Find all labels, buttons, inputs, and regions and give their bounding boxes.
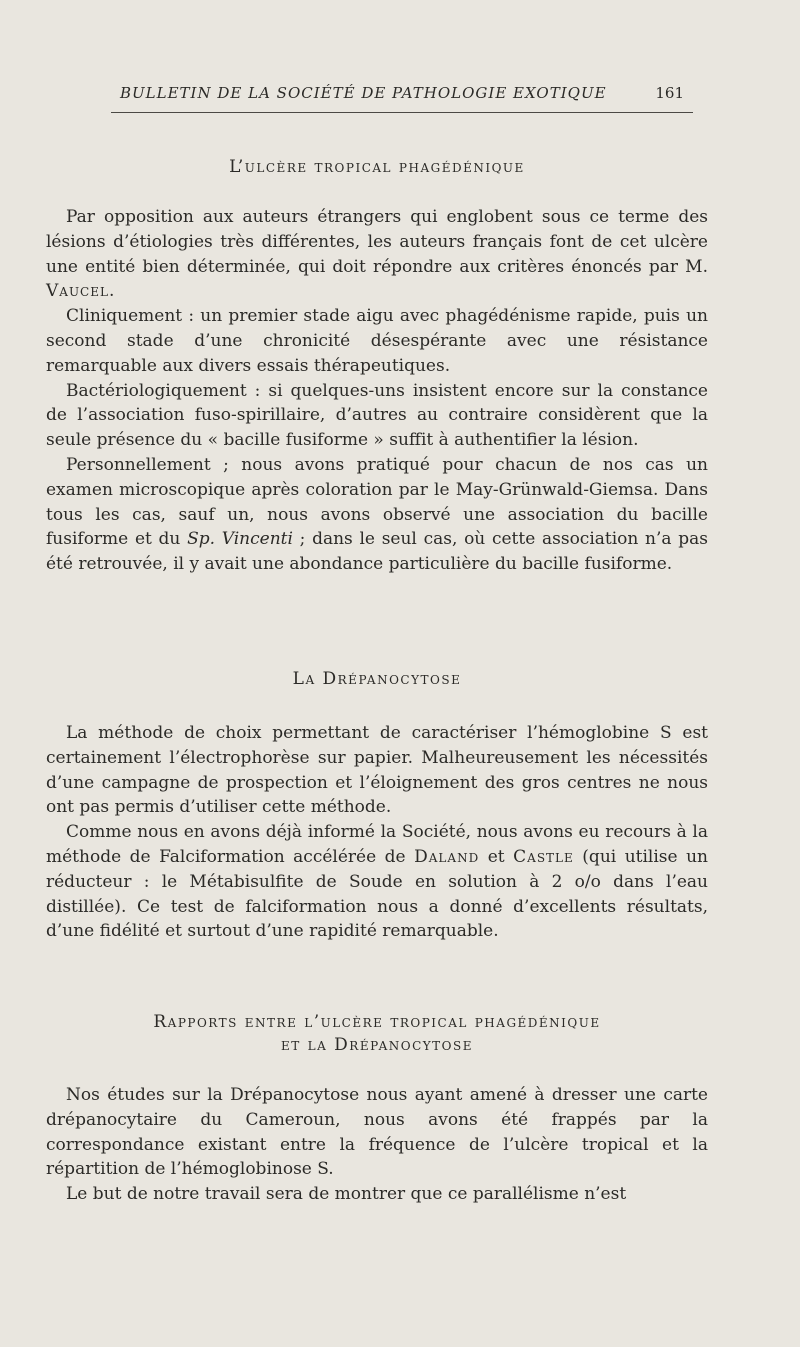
section-drepanocytose-body xyxy=(46,721,708,944)
paragraph: La méthode de choix permettant de caractériser l’hémoglobine S est certainement l’électrophorèse sur papier. Malheureusement les nécessités d’une campagne de prospection et l’éloignement des gros centres ne nous ont pas permis d’utiliser cette méthode. xyxy=(46,723,708,818)
paragraph: Nos études sur la Drépanocytose nous ayant amené à dresser une carte drépanocytaire du Cameroun, nous avons été frappés par la correspondance existant entre la fréquence de l’ulcère tropical et la répartition de l’hémoglobinose S. xyxy=(46,1085,708,1180)
running-title: BULLETIN DE LA SOCIÉTÉ DE PATHOLOGIE EXOTIQUE xyxy=(120,84,607,102)
paragraph: Comme nous en avons déjà informé la Société, nous avons eu recours à la méthode de Falciformation accélérée de Daland et Castle (qui utilise un réducteur : le Métabisulfite de Soude en solution à 2 o/o dans l’eau distillée). Ce test de falciformation nous a donné d’excellents résultats, d’une fidélité et surtout d’une rapidité remarquable. xyxy=(46,822,709,942)
paragraph: Par opposition aux auteurs étrangers qui englobent sous ce terme des lésions d’étiologies très différentes, les auteurs français font de cet ulcère une entité bien déterminée, qui doit répondre aux critères énoncés par M. Vaucel. xyxy=(46,207,708,302)
author-name: Vaucel xyxy=(46,281,109,302)
species-name: Sp. Vincenti xyxy=(187,529,293,550)
page-number: 161 xyxy=(655,84,684,102)
author-name: Castle xyxy=(513,846,574,867)
page-header xyxy=(110,84,694,108)
section-heading-drepanocytose: La Drépanocytose xyxy=(292,669,462,689)
section-heading-ulcere: L’ulcère tropical phagédénique xyxy=(229,157,525,177)
header-rule xyxy=(111,112,693,113)
paragraph: Le but de notre travail sera de montrer que ce parallélisme n’est xyxy=(66,1184,627,1205)
paragraph: Bactériologiquement : si quelques-uns insistent encore sur la constance de l’association fuso-spirillaire, d’autres au contraire considèrent que la seule présence du « bacille fusiforme » suffit à authentifier la lésion. xyxy=(46,380,708,451)
author-name: Daland xyxy=(414,846,480,867)
paragraph: Cliniquement : un premier stade aigu avec phagédénisme rapide, puis un second stade d’une chronicité désespérante avec une résistance remarquable aux divers essais thérapeutiques. xyxy=(46,306,708,376)
section-rapports-body xyxy=(46,1083,708,1207)
section-heading-rapports-line1: Rapports entre l’ulcère tropical phagédénique xyxy=(153,1012,601,1032)
section-heading-rapports-line2: et la Drépanocytose xyxy=(280,1035,474,1055)
section-ulcere-body xyxy=(46,205,708,577)
paragraph: Personnellement ; nous avons pratiqué pour chacun de nos cas un examen microscopique après coloration par le May-Grünwald-Giemsa. Dans tous les cas, sauf un, nous avons observé une association du bacille fusiforme et du Sp. Vincenti ; dans le seul cas, où cette association n’a pas été retrouvée, il y avait une abondance particulière du bacille fusiforme. xyxy=(46,454,709,575)
